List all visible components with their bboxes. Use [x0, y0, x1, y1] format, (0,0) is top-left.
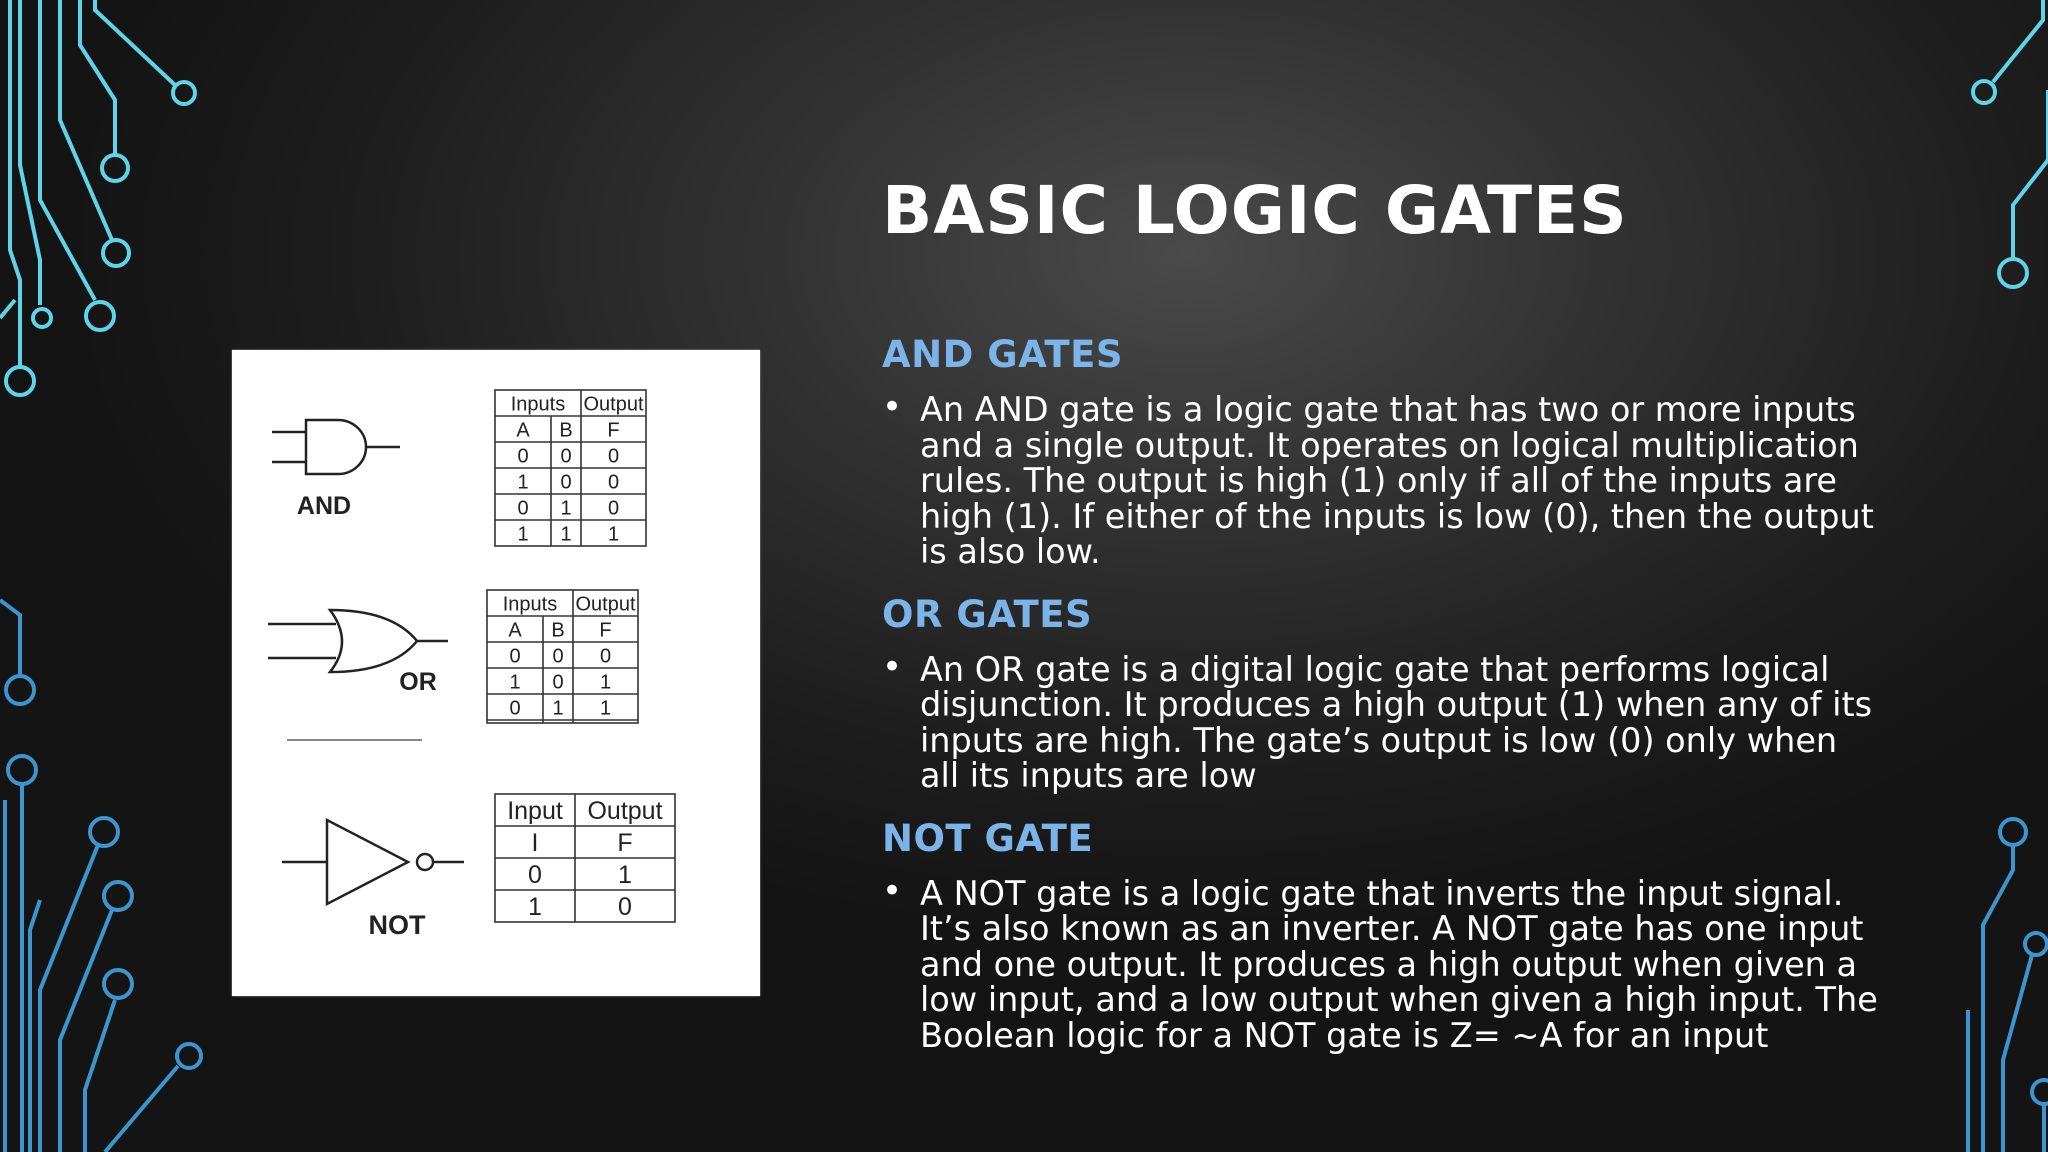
or-table-cell: 1 — [599, 671, 612, 694]
logic-gates-drawing — [232, 350, 760, 996]
or-table-cell: 1 — [509, 671, 521, 694]
not-gate-symbol — [282, 820, 464, 904]
not-truth-table — [495, 794, 675, 922]
and-gates-heading: AND GATES — [882, 333, 1123, 376]
and-gates-text: • An AND gate is a logic gate that has two or more inputs and a single output. It operates on logical multiplication rules. The output is high (1) only if all of the inputs are high (1). If either of the inputs is low (0), then the output is also low. — [920, 390, 1874, 571]
or-gates-bullet — [882, 649, 1882, 795]
or-table-cell: 0 — [509, 645, 521, 668]
and-table-column-header: A — [516, 419, 530, 442]
and-gate-symbol — [272, 420, 400, 474]
slide-title: BASIC LOGIC GATES — [882, 172, 1628, 249]
and-table-cell: 1 — [517, 471, 529, 494]
or-gates-heading: OR GATES — [882, 592, 1093, 636]
or-table-cell: 0 — [509, 697, 521, 720]
not-table-cell: 0 — [528, 860, 542, 889]
and-table-cell: 1 — [517, 523, 529, 546]
or-table-cell: 0 — [552, 645, 564, 668]
and-table-column-header: F — [607, 419, 620, 442]
or-table-group-header: Output — [575, 593, 636, 616]
not-gate-label: NOT — [368, 910, 426, 940]
and-table-group-header: Inputs — [510, 393, 566, 416]
or-table-cell: 1 — [599, 697, 612, 720]
or-table-cell: 0 — [599, 645, 612, 668]
or-truth-table — [487, 590, 638, 723]
and-table-cell: 0 — [517, 445, 529, 468]
and-table-cell: 0 — [607, 497, 620, 520]
not-table-group-header: Output — [587, 796, 663, 825]
and-table-cell: 0 — [560, 471, 572, 494]
not-gate-text: • A NOT gate is a logic gate that inverts the input signal. It’s also known as an inverter. A NOT gate has one input and one output. It produces a high output when given a low input, and a low output when given a high input. The Boolean logic for a NOT gate is Z= ~A for an input — [920, 873, 1878, 1055]
not-table-group-header: Input — [507, 796, 563, 825]
or-table-column-header: A — [508, 619, 522, 642]
and-table-group-header: Output — [583, 393, 644, 416]
not-table-cell: 1 — [528, 892, 542, 921]
circuit-decoration-left — [0, 0, 230, 1152]
or-gate-symbol — [268, 610, 448, 672]
logic-gates-diagram — [232, 350, 760, 996]
slide-content — [882, 330, 1882, 1073]
not-table-cell: 0 — [618, 892, 632, 921]
or-gates-text: • An OR gate is a digital logic gate that performs logical disjunction. It produces a high output (1) when any of its inputs are high. The gate’s output is low (0) only when all its inputs are low — [920, 649, 1873, 795]
and-table-cell: 0 — [607, 471, 620, 494]
not-gate-heading: NOT GATE — [882, 816, 1094, 860]
and-gate-label: AND — [296, 492, 352, 520]
or-table-group-header: Inputs — [502, 593, 558, 616]
and-table-cell: 0 — [607, 445, 620, 468]
and-table-cell: 1 — [607, 523, 620, 546]
and-table-cell: 1 — [560, 497, 572, 520]
not-table-column-header: F — [617, 828, 633, 857]
not-table-cell: 1 — [618, 860, 632, 889]
and-table-cell: 0 — [517, 497, 529, 520]
and-table-cell: 0 — [560, 445, 572, 468]
or-table-column-header: F — [599, 619, 612, 642]
and-table-cell: 1 — [560, 523, 572, 546]
circuit-decoration-right — [1908, 0, 2048, 1152]
not-table-column-header: I — [531, 828, 539, 857]
or-gate-label: OR — [399, 668, 437, 696]
and-table-column-header: B — [559, 419, 573, 442]
and-truth-table — [495, 390, 646, 546]
or-table-cell: 1 — [552, 697, 564, 720]
not-gate-bullet — [882, 873, 1882, 1055]
and-gates-bullet — [882, 392, 1882, 570]
or-table-cell: 0 — [552, 671, 564, 694]
or-table-column-header: B — [551, 619, 565, 642]
